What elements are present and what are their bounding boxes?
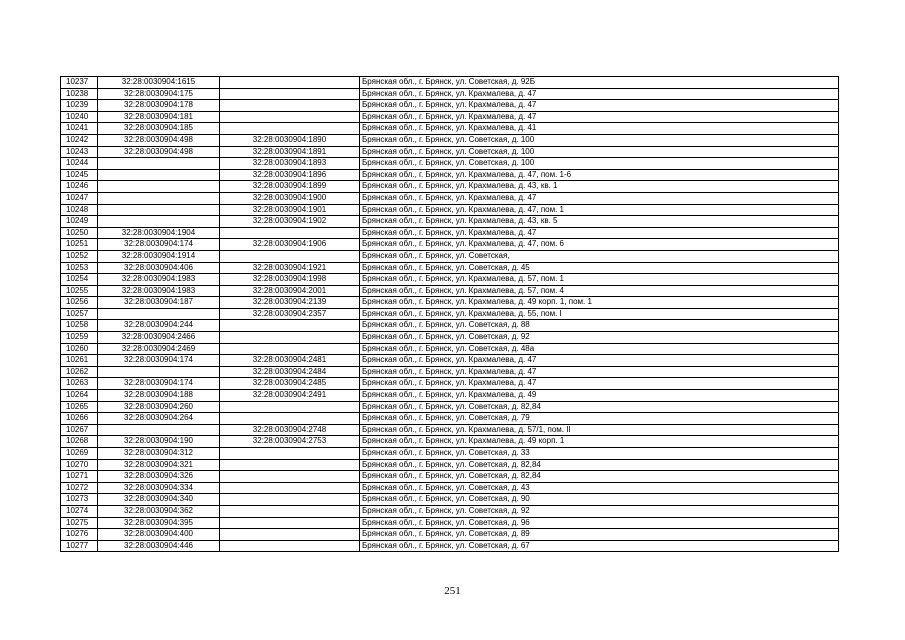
address-cell: Брянская обл., г. Брянск, ул. Советская, д. 43 <box>360 482 839 494</box>
address-cell: Брянская обл., г. Брянск, ул. Крахмалева, д. 47 <box>360 192 839 204</box>
address-cell: Брянская обл., г. Брянск, ул. Советская, д. 82,84 <box>360 471 839 483</box>
cadastral-number-cell: 32:28:0030904:2466 <box>98 332 220 344</box>
cadastral-number-cell: 32:28:0030904:185 <box>98 123 220 135</box>
address-cell: Брянская обл., г. Брянск, ул. Крахмалева, д. 47 <box>360 111 839 123</box>
cadastral-number-cell: 32:28:0030904:321 <box>98 459 220 471</box>
cadastral-number-cell: 32:28:0030904:260 <box>98 401 220 413</box>
row-number-cell: 10259 <box>61 332 98 344</box>
related-cadastral-number-cell: 32:28:0030904:1891 <box>220 146 360 158</box>
address-cell: Брянская обл., г. Брянск, ул. Крахмалева, д. 57, пом. 1 <box>360 274 839 286</box>
address-cell: Брянская обл., г. Брянск, ул. Крахмалева, д. 43, кв. 1 <box>360 181 839 193</box>
row-number-cell: 10269 <box>61 448 98 460</box>
cadastral-number-cell: 32:28:0030904:190 <box>98 436 220 448</box>
row-number-cell: 10276 <box>61 529 98 541</box>
related-cadastral-number-cell <box>220 505 360 517</box>
related-cadastral-number-cell: 32:28:0030904:1896 <box>220 169 360 181</box>
row-number-cell: 10265 <box>61 401 98 413</box>
row-number-cell: 10237 <box>61 77 98 89</box>
table-row <box>61 401 839 413</box>
cadastral-number-cell: 32:28:0030904:244 <box>98 320 220 332</box>
related-cadastral-number-cell <box>220 332 360 344</box>
cadastral-number-cell: 32:28:0030904:1914 <box>98 250 220 262</box>
related-cadastral-number-cell: 32:28:0030904:2001 <box>220 285 360 297</box>
table-row <box>61 448 839 460</box>
row-number-cell: 10241 <box>61 123 98 135</box>
related-cadastral-number-cell <box>220 517 360 529</box>
related-cadastral-number-cell: 32:28:0030904:1921 <box>220 262 360 274</box>
related-cadastral-number-cell: 32:28:0030904:2485 <box>220 378 360 390</box>
cadastral-number-cell <box>98 192 220 204</box>
row-number-cell: 10257 <box>61 308 98 320</box>
table-row <box>61 111 839 123</box>
related-cadastral-number-cell: 32:28:0030904:1901 <box>220 204 360 216</box>
row-number-cell: 10252 <box>61 250 98 262</box>
address-cell: Брянская обл., г. Брянск, ул. Советская, <box>360 250 839 262</box>
address-cell: Брянская обл., г. Брянск, ул. Крахмалева, д. 47 <box>360 378 839 390</box>
address-cell: Брянская обл., г. Брянск, ул. Крахмалева, д. 49 корп. 1, пом. 1 <box>360 297 839 309</box>
related-cadastral-number-cell <box>220 111 360 123</box>
table-row <box>61 285 839 297</box>
table-row <box>61 378 839 390</box>
cadastral-number-cell: 32:28:0030904:264 <box>98 413 220 425</box>
related-cadastral-number-cell: 32:28:0030904:2481 <box>220 355 360 367</box>
cadastral-number-cell <box>98 424 220 436</box>
row-number-cell: 10240 <box>61 111 98 123</box>
cadastral-number-cell: 32:28:0030904:2469 <box>98 343 220 355</box>
address-cell: Брянская обл., г. Брянск, ул. Крахмалева, д. 47 <box>360 88 839 100</box>
related-cadastral-number-cell <box>220 413 360 425</box>
registry-table-body <box>61 77 839 552</box>
row-number-cell: 10253 <box>61 262 98 274</box>
cadastral-number-cell: 32:28:0030904:181 <box>98 111 220 123</box>
related-cadastral-number-cell: 32:28:0030904:2357 <box>220 308 360 320</box>
address-cell: Брянская обл., г. Брянск, ул. Крахмалева, д. 47 <box>360 100 839 112</box>
cadastral-number-cell: 32:28:0030904:174 <box>98 355 220 367</box>
table-row <box>61 471 839 483</box>
table-row <box>61 320 839 332</box>
related-cadastral-number-cell <box>220 401 360 413</box>
cadastral-number-cell <box>98 216 220 228</box>
table-row <box>61 77 839 89</box>
table-row <box>61 308 839 320</box>
address-cell: Брянская обл., г. Брянск, ул. Советская, д. 92 <box>360 332 839 344</box>
address-cell: Брянская обл., г. Брянск, ул. Крахмалева, д. 55, пом. I <box>360 308 839 320</box>
table-row <box>61 366 839 378</box>
related-cadastral-number-cell <box>220 482 360 494</box>
cadastral-number-cell: 32:28:0030904:174 <box>98 378 220 390</box>
address-cell: Брянская обл., г. Брянск, ул. Советская, д. 90 <box>360 494 839 506</box>
row-number-cell: 10243 <box>61 146 98 158</box>
table-row <box>61 239 839 251</box>
related-cadastral-number-cell <box>220 459 360 471</box>
related-cadastral-number-cell: 32:28:0030904:2748 <box>220 424 360 436</box>
cadastral-number-cell: 32:28:0030904:1983 <box>98 274 220 286</box>
related-cadastral-number-cell: 32:28:0030904:1906 <box>220 239 360 251</box>
address-cell: Брянская обл., г. Брянск, ул. Советская, д. 96 <box>360 517 839 529</box>
cadastral-number-cell <box>98 158 220 170</box>
table-row <box>61 158 839 170</box>
address-cell: Брянская обл., г. Брянск, ул. Советская, д. 45 <box>360 262 839 274</box>
address-cell: Брянская обл., г. Брянск, ул. Советская, д. 88 <box>360 320 839 332</box>
address-cell: Брянская обл., г. Брянск, ул. Крахмалева, д. 57/1, пом. II <box>360 424 839 436</box>
row-number-cell: 10273 <box>61 494 98 506</box>
cadastral-number-cell <box>98 169 220 181</box>
property-registry-table <box>60 76 839 552</box>
address-cell: Брянская обл., г. Брянск, ул. Советская, д. 92Б <box>360 77 839 89</box>
address-cell: Брянская обл., г. Брянск, ул. Советская, д. 33 <box>360 448 839 460</box>
cadastral-number-cell: 32:28:0030904:312 <box>98 448 220 460</box>
table-row <box>61 123 839 135</box>
address-cell: Брянская обл., г. Брянск, ул. Крахмалева, д. 41 <box>360 123 839 135</box>
table-row <box>61 459 839 471</box>
cadastral-number-cell <box>98 181 220 193</box>
row-number-cell: 10272 <box>61 482 98 494</box>
row-number-cell: 10239 <box>61 100 98 112</box>
table-row <box>61 482 839 494</box>
page-number: 251 <box>444 585 461 597</box>
cadastral-number-cell <box>98 204 220 216</box>
related-cadastral-number-cell <box>220 77 360 89</box>
address-cell: Брянская обл., г. Брянск, ул. Советская, д. 82,84 <box>360 401 839 413</box>
row-number-cell: 10250 <box>61 227 98 239</box>
table-row <box>61 204 839 216</box>
row-number-cell: 10249 <box>61 216 98 228</box>
row-number-cell: 10244 <box>61 158 98 170</box>
address-cell: Брянская обл., г. Брянск, ул. Крахмалева, д. 47 <box>360 227 839 239</box>
address-cell: Брянская обл., г. Брянск, ул. Советская, д. 89 <box>360 529 839 541</box>
table-row <box>61 88 839 100</box>
table-row <box>61 192 839 204</box>
row-number-cell: 10263 <box>61 378 98 390</box>
table-row <box>61 540 839 552</box>
row-number-cell: 10271 <box>61 471 98 483</box>
related-cadastral-number-cell <box>220 88 360 100</box>
related-cadastral-number-cell: 32:28:0030904:1893 <box>220 158 360 170</box>
cadastral-number-cell: 32:28:0030904:498 <box>98 134 220 146</box>
table-row <box>61 169 839 181</box>
row-number-cell: 10246 <box>61 181 98 193</box>
table-row <box>61 517 839 529</box>
cadastral-number-cell: 32:28:0030904:174 <box>98 239 220 251</box>
related-cadastral-number-cell <box>220 529 360 541</box>
related-cadastral-number-cell: 32:28:0030904:1890 <box>220 134 360 146</box>
table-row <box>61 355 839 367</box>
table-row <box>61 390 839 402</box>
related-cadastral-number-cell <box>220 540 360 552</box>
table-row <box>61 505 839 517</box>
address-cell: Брянская обл., г. Брянск, ул. Советская, д. 82,84 <box>360 459 839 471</box>
row-number-cell: 10251 <box>61 239 98 251</box>
address-cell: Брянская обл., г. Брянск, ул. Крахмалева, д. 47, пом. 1-6 <box>360 169 839 181</box>
cadastral-number-cell: 32:28:0030904:1983 <box>98 285 220 297</box>
related-cadastral-number-cell: 32:28:0030904:2139 <box>220 297 360 309</box>
row-number-cell: 10258 <box>61 320 98 332</box>
related-cadastral-number-cell: 32:28:0030904:2491 <box>220 390 360 402</box>
address-cell: Брянская обл., г. Брянск, ул. Крахмалева, д. 43, кв. 5 <box>360 216 839 228</box>
related-cadastral-number-cell <box>220 227 360 239</box>
row-number-cell: 10256 <box>61 297 98 309</box>
row-number-cell: 10261 <box>61 355 98 367</box>
address-cell: Брянская обл., г. Брянск, ул. Крахмалева, д. 47 <box>360 366 839 378</box>
table-row <box>61 424 839 436</box>
table-row <box>61 100 839 112</box>
table-row <box>61 529 839 541</box>
related-cadastral-number-cell <box>220 123 360 135</box>
cadastral-number-cell <box>98 308 220 320</box>
cadastral-number-cell: 32:28:0030904:188 <box>98 390 220 402</box>
cadastral-number-cell: 32:28:0030904:446 <box>98 540 220 552</box>
related-cadastral-number-cell: 32:28:0030904:1998 <box>220 274 360 286</box>
cadastral-number-cell: 32:28:0030904:498 <box>98 146 220 158</box>
related-cadastral-number-cell: 32:28:0030904:2753 <box>220 436 360 448</box>
cadastral-number-cell: 32:28:0030904:175 <box>98 88 220 100</box>
table-row <box>61 332 839 344</box>
related-cadastral-number-cell <box>220 250 360 262</box>
related-cadastral-number-cell <box>220 471 360 483</box>
related-cadastral-number-cell: 32:28:0030904:2484 <box>220 366 360 378</box>
address-cell: Брянская обл., г. Брянск, ул. Советская, д. 100 <box>360 146 839 158</box>
related-cadastral-number-cell: 32:28:0030904:1900 <box>220 192 360 204</box>
related-cadastral-number-cell <box>220 448 360 460</box>
row-number-cell: 10277 <box>61 540 98 552</box>
row-number-cell: 10260 <box>61 343 98 355</box>
cadastral-number-cell: 32:28:0030904:362 <box>98 505 220 517</box>
table-row <box>61 343 839 355</box>
address-cell: Брянская обл., г. Брянск, ул. Советская, д. 100 <box>360 134 839 146</box>
row-number-cell: 10248 <box>61 204 98 216</box>
table-row <box>61 146 839 158</box>
table-row <box>61 413 839 425</box>
row-number-cell: 10266 <box>61 413 98 425</box>
row-number-cell: 10275 <box>61 517 98 529</box>
table-row <box>61 297 839 309</box>
row-number-cell: 10245 <box>61 169 98 181</box>
cadastral-number-cell: 32:28:0030904:406 <box>98 262 220 274</box>
cadastral-number-cell: 32:28:0030904:334 <box>98 482 220 494</box>
table-row <box>61 250 839 262</box>
row-number-cell: 10274 <box>61 505 98 517</box>
row-number-cell: 10268 <box>61 436 98 448</box>
row-number-cell: 10270 <box>61 459 98 471</box>
related-cadastral-number-cell <box>220 320 360 332</box>
cadastral-number-cell: 32:28:0030904:395 <box>98 517 220 529</box>
cadastral-number-cell: 32:28:0030904:178 <box>98 100 220 112</box>
address-cell: Брянская обл., г. Брянск, ул. Крахмалева, д. 47 <box>360 355 839 367</box>
cadastral-number-cell: 32:28:0030904:326 <box>98 471 220 483</box>
row-number-cell: 10267 <box>61 424 98 436</box>
related-cadastral-number-cell: 32:28:0030904:1902 <box>220 216 360 228</box>
address-cell: Брянская обл., г. Брянск, ул. Советская, д. 48а <box>360 343 839 355</box>
address-cell: Брянская обл., г. Брянск, ул. Крахмалева, д. 57, пом. 4 <box>360 285 839 297</box>
row-number-cell: 10262 <box>61 366 98 378</box>
table-row <box>61 436 839 448</box>
address-cell: Брянская обл., г. Брянск, ул. Советская, д. 92 <box>360 505 839 517</box>
related-cadastral-number-cell <box>220 100 360 112</box>
row-number-cell: 10238 <box>61 88 98 100</box>
cadastral-number-cell: 32:28:0030904:400 <box>98 529 220 541</box>
table-row <box>61 494 839 506</box>
related-cadastral-number-cell <box>220 343 360 355</box>
table-row <box>61 262 839 274</box>
address-cell: Брянская обл., г. Брянск, ул. Крахмалева, д. 49 корп. 1 <box>360 436 839 448</box>
address-cell: Брянская обл., г. Брянск, ул. Советская, д. 67 <box>360 540 839 552</box>
address-cell: Брянская обл., г. Брянск, ул. Советская, д. 79 <box>360 413 839 425</box>
address-cell: Брянская обл., г. Брянск, ул. Советская, д. 100 <box>360 158 839 170</box>
row-number-cell: 10264 <box>61 390 98 402</box>
address-cell: Брянская обл., г. Брянск, ул. Крахмалева, д. 49 <box>360 390 839 402</box>
related-cadastral-number-cell: 32:28:0030904:1899 <box>220 181 360 193</box>
address-cell: Брянская обл., г. Брянск, ул. Крахмалева, д. 47, пом. 1 <box>360 204 839 216</box>
table-row <box>61 216 839 228</box>
cadastral-number-cell: 32:28:0030904:1615 <box>98 77 220 89</box>
row-number-cell: 10255 <box>61 285 98 297</box>
row-number-cell: 10254 <box>61 274 98 286</box>
row-number-cell: 10242 <box>61 134 98 146</box>
cadastral-number-cell: 32:28:0030904:340 <box>98 494 220 506</box>
cadastral-number-cell: 32:28:0030904:187 <box>98 297 220 309</box>
table-row <box>61 134 839 146</box>
related-cadastral-number-cell <box>220 494 360 506</box>
table-row <box>61 227 839 239</box>
table-row <box>61 274 839 286</box>
cadastral-number-cell <box>98 366 220 378</box>
row-number-cell: 10247 <box>61 192 98 204</box>
cadastral-number-cell: 32:28:0030904:1904 <box>98 227 220 239</box>
table-row <box>61 181 839 193</box>
address-cell: Брянская обл., г. Брянск, ул. Крахмалева, д. 47, пом. 6 <box>360 239 839 251</box>
